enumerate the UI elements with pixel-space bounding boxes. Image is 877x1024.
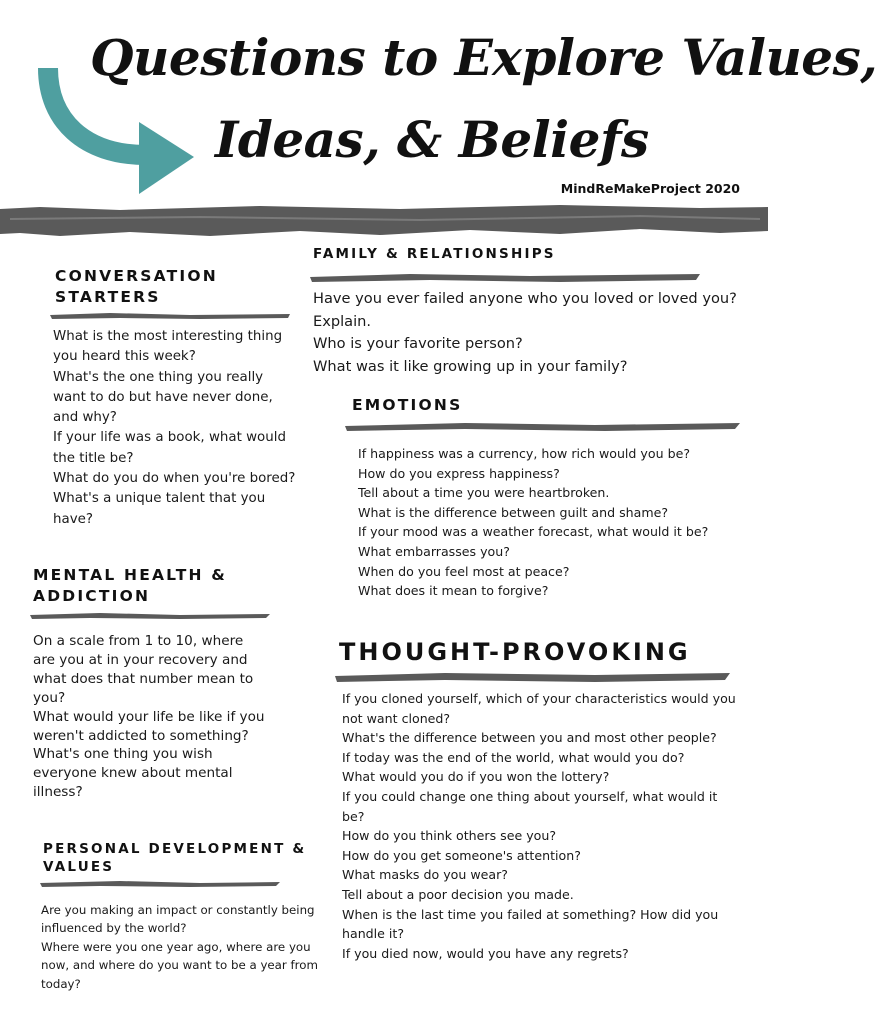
list-item: What's the one thing you really want to do but have never done, and why? [53,369,273,426]
mental-health-heading [33,565,227,607]
page-title-line-2: Ideas, & Beliefs [215,110,649,169]
emotions-heading: EMOTIONS [352,396,463,414]
list-item: What was it like growing up in your family? [313,358,628,376]
family-heading: FAMILY & RELATIONSHIPS [313,246,556,262]
conversation-heading-line-1: CONVERSATION [55,267,218,285]
personal-development-heading [43,840,306,876]
list-item: If today was the end of the world, what would you do? [342,749,685,765]
list-item: When is the last time you failed at something? How did you handle it? [342,906,719,942]
list-item: What do you do when you're bored? [53,471,296,487]
list-item: Have you ever failed anyone who you loved or loved you? Explain. [313,290,737,330]
list-item: Tell about a poor decision you made. [342,886,574,902]
list-item: What's one thing you wish everyone knew about mental illness? [33,746,233,801]
list-item: What's the difference between you and most other people? [342,730,717,746]
list-item: What masks do you wear? [342,867,508,883]
brush-divider [310,272,700,284]
list-item: How do you think others see you? [342,828,557,844]
thought-provoking-list [342,689,742,963]
thought-provoking-heading: THOUGHT-PROVOKING [339,638,691,666]
list-item: If you could change one thing about yourself, what would it be? [342,788,718,824]
list-item: Are you making an impact or constantly being influenced by the world? [41,903,315,936]
personal-development-list [41,901,331,993]
list-item: What embarrasses you? [358,543,510,559]
page-title-line-1: Questions to Explore Values, [90,28,877,87]
list-item: If happiness was a currency, how rich would you be? [358,446,691,461]
list-item: What is the most interesting thing you heard this week? [53,329,283,365]
conversation-heading [55,266,218,308]
list-item: How do you get someone's attention? [342,847,581,863]
credit-text: MindReMakeProject 2020 [560,181,740,196]
list-item: If your life was a book, what would the title be? [53,430,286,466]
list-item: When do you feel most at peace? [358,563,570,579]
list-item: What would you do if you won the lottery? [342,769,610,785]
conversation-heading-line-2: STARTERS [55,287,161,306]
brush-divider [50,311,290,321]
list-item: Who is your favorite person? [313,335,523,353]
brush-divider [335,670,730,684]
list-item: If you died now, would you have any regrets? [342,945,629,961]
personal-development-heading-line-2: VALUES [43,859,115,876]
personal-development-heading-line-1: PERSONAL DEVELOPMENT & [43,841,307,857]
list-item: What's a unique talent that you have? [53,491,266,527]
list-item: Where were you one year ago, where are you now, and where do you want to be a year from today? [41,939,318,991]
family-list [313,288,743,379]
list-item: What would your life be like if you weren't addicted to something? [33,708,265,744]
conversation-list [53,327,298,530]
mental-health-heading-line-2: ADDICTION [33,586,151,605]
brush-divider [30,611,270,621]
brush-divider [345,421,740,433]
list-item: If your mood was a weather forecast, what would it be? [358,524,709,540]
list-item: What is the difference between guilt and shame? [358,504,669,520]
list-item: If you cloned yourself, which of your characteristics would you not want cloned? [342,691,736,726]
list-item: What does it mean to forgive? [358,583,549,599]
mental-health-heading-line-1: MENTAL HEALTH & [33,566,227,584]
brush-divider [40,879,280,889]
list-item: How do you express happiness? [358,465,560,481]
list-item: Tell about a time you were heartbroken. [358,485,610,501]
brush-banner [0,203,768,239]
mental-health-list [33,632,268,802]
emotions-list [358,444,743,601]
list-item: On a scale from 1 to 10, where are you at in your recovery and what does that number mean to you? [33,633,254,706]
